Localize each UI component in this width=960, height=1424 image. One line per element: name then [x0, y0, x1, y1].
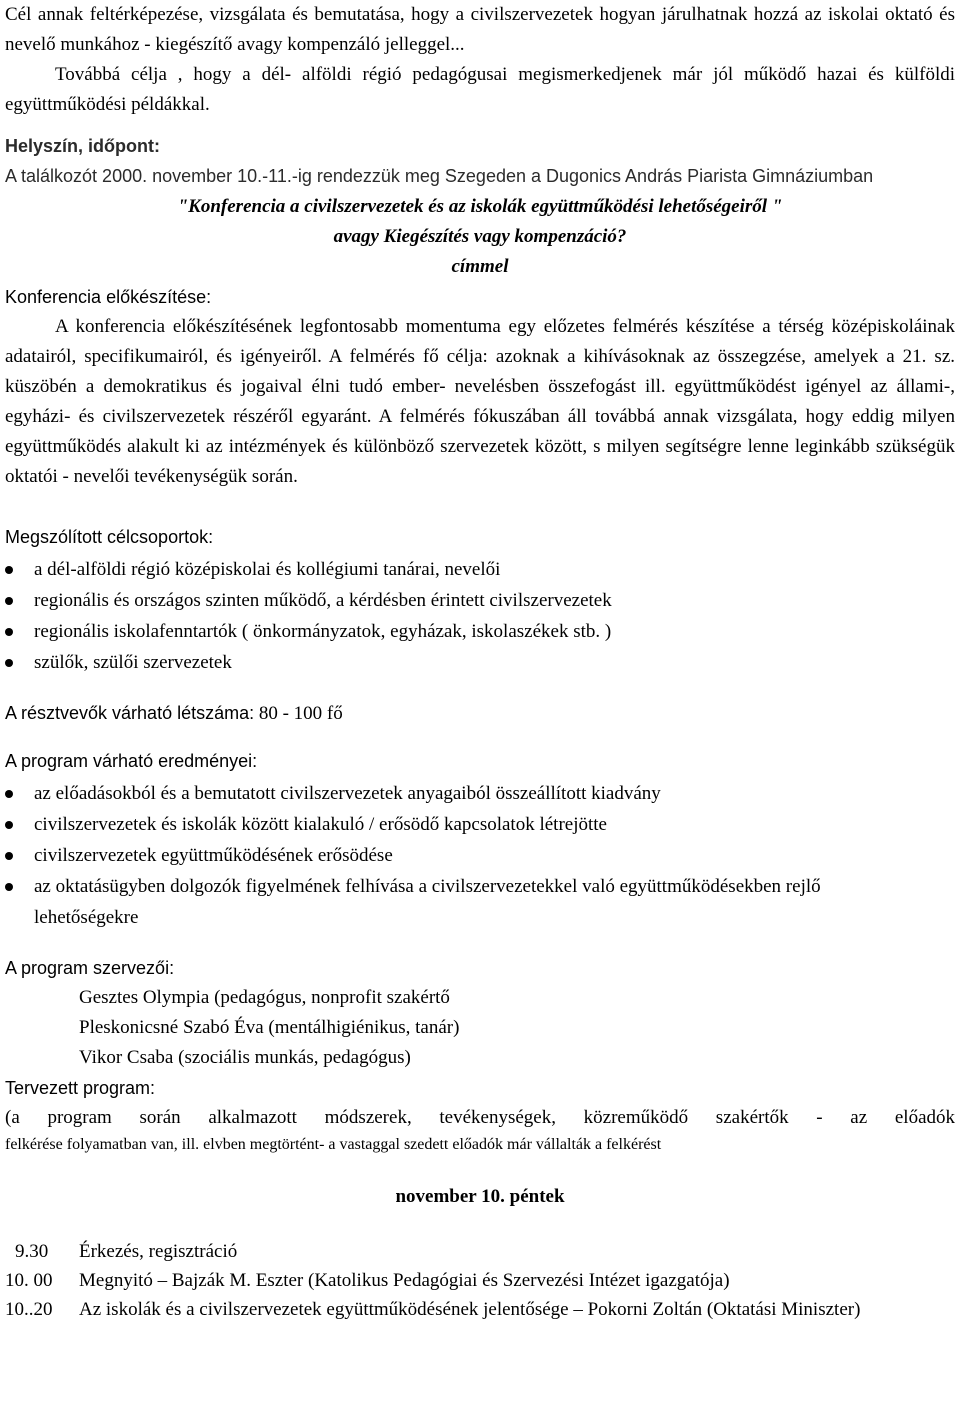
bullet-icon — [5, 883, 13, 891]
schedule-text: Megnyitó – Bajzák M. Eszter (Katolikus Pedagógiai és Szervezési Intézet igazgatója) — [79, 1270, 730, 1291]
bullet-icon — [5, 659, 13, 667]
section-planned — [5, 1073, 955, 1157]
section-location — [5, 131, 955, 282]
location-text-body: A találkozót 2000. november 10.-11.-ig rendezzük meg Szegeden a Dugonics András Piarista Gimnáziumban — [5, 166, 874, 186]
section-targets — [5, 522, 955, 678]
bullet-icon — [5, 597, 13, 605]
results-heading: A program várható eredményei: — [5, 751, 258, 771]
document-page — [5, 0, 955, 1324]
section-results — [5, 746, 955, 933]
list-item — [5, 647, 955, 678]
day-heading: november 10. péntek — [395, 1186, 565, 1207]
conference-title-line-1: "Konferencia a civilszervezetek és az iskolák együttműködési lehetőségeiről " — [177, 196, 783, 217]
planned-line-1: (a program során alkalmazott módszerek, tevékenységek, közreműködő szakértők - az előadók — [5, 1107, 955, 1128]
location-heading: Helyszín, időpont: — [5, 136, 160, 156]
list-item-text: az oktatásügyben dolgozók figyelmének felhívása a civilszervezetekkel való együttműködésekben rejlő lehetőségekre — [34, 876, 821, 928]
participants-label: A résztvevők várható létszáma: — [5, 703, 255, 723]
prep-heading: Konferencia előkészítése: — [5, 287, 212, 307]
bullet-icon — [5, 790, 13, 798]
list-item-text: civilszervezetek és iskolák között kialakuló / erősödő kapcsolatok létrejötte — [34, 814, 607, 835]
conference-title-suffix: címmel — [451, 256, 509, 277]
prep-text: A konferencia előkészítésének legfontosabb momentuma egy előzetes felmérés készítése a térség középiskoláinak adatairól, specifikumairól, és igényeiről. A felmérés fő célja: azoknak a kihívásoknak az összegzése, amelyek a 21. sz. küszöbén a demokratikus és jogaival élni tudó ember- nevelésben összefogást ill. együttműködést igényel az állami-, egyházi- és civilszervezetek részéről egyaránt. A felmérés fókuszában áll továbbá annak vizsgálata, hogy eddig milyen együttműködés alakult ki az intézmények és különböző szervezetek között, s milyen segítségre lenne leginkább szükségük oktatói - nevelői tevékenységük során. — [5, 316, 955, 487]
list-item — [5, 554, 955, 585]
list-item — [5, 616, 955, 647]
location-text — [5, 161, 955, 191]
organizer-item: Pleskonicsné Szabó Éva (mentálhigiénikus, tanár) — [79, 1017, 460, 1038]
organizers-heading: A program szervezői: — [5, 958, 175, 978]
section-organizers — [5, 953, 955, 1073]
schedule-row — [5, 1266, 955, 1295]
results-list — [5, 778, 955, 933]
list-item — [5, 871, 955, 933]
intro-paragraph-1: Cél annak feltérképezése, vizsgálata és bemutatása, hogy a civilszervezetek hogyan járulhatnak hozzá az iskolai oktató és nevelő munkához - kiegészítő avagy kompenzáló jelleggel... — [5, 4, 955, 55]
organizer-item: Vikor Csaba (szociális munkás, pedagógus) — [79, 1047, 411, 1068]
bullet-icon — [5, 852, 13, 860]
schedule-text: Az iskolák és a civilszervezetek együttműködésének jelentősége – Pokorni Zoltán (Oktatási Miniszter) — [79, 1299, 861, 1320]
bullet-icon — [5, 821, 13, 829]
planned-line-2: felkérése folyamatban van, ill. elvben megtörtént- a vastaggal szedett előadók már vállalták a felkérést — [5, 1136, 662, 1153]
schedule — [5, 1237, 955, 1324]
list-item-text: az előadásokból és a bemutatott civilszervezetek anyagaiból összeállított kiadvány — [34, 783, 661, 804]
targets-heading: Megszólított célcsoportok: — [5, 527, 214, 547]
list-item — [5, 585, 955, 616]
list-item-text: szülők, szülői szervezetek — [34, 652, 232, 673]
list-item-text: regionális iskolafenntartók ( önkormányzatok, egyházak, iskolaszékek stb. ) — [34, 621, 612, 642]
list-item — [5, 809, 955, 840]
section-preparation — [5, 282, 955, 492]
list-item-text: regionális és országos szinten működő, a kérdésben érintett civilszervezetek — [34, 590, 612, 611]
bullet-icon — [5, 628, 13, 636]
bullet-icon — [5, 566, 13, 574]
organizer-item: Gesztes Olympia (pedagógus, nonprofit szakértő — [79, 987, 450, 1008]
list-item — [5, 778, 955, 809]
schedule-time: 10..20 — [5, 1299, 53, 1320]
targets-list — [5, 554, 955, 678]
schedule-time: 10. 00 — [5, 1270, 53, 1291]
schedule-time: 9.30 — [15, 1241, 49, 1262]
list-item — [5, 840, 955, 871]
planned-heading: Tervezett program: — [5, 1078, 156, 1098]
list-item-text: a dél-alföldi régió középiskolai és kollégiumi tanárai, nevelői — [34, 559, 501, 580]
schedule-row — [5, 1237, 955, 1266]
participants-line — [5, 698, 955, 729]
schedule-text: Érkezés, regisztráció — [79, 1241, 238, 1262]
schedule-row — [5, 1295, 955, 1324]
participants-value: 80 - 100 fő — [254, 703, 343, 724]
intro-paragraph-2: Továbbá célja , hogy a dél- alföldi régió pedagógusai megismerkedjenek már jól működő hazai és külföldi együttműködési példákkal. — [5, 64, 955, 115]
list-item-text: civilszervezetek együttműködésének erősödése — [34, 845, 393, 866]
conference-title-line-2: avagy Kiegészítés vagy kompenzáció? — [333, 226, 627, 247]
